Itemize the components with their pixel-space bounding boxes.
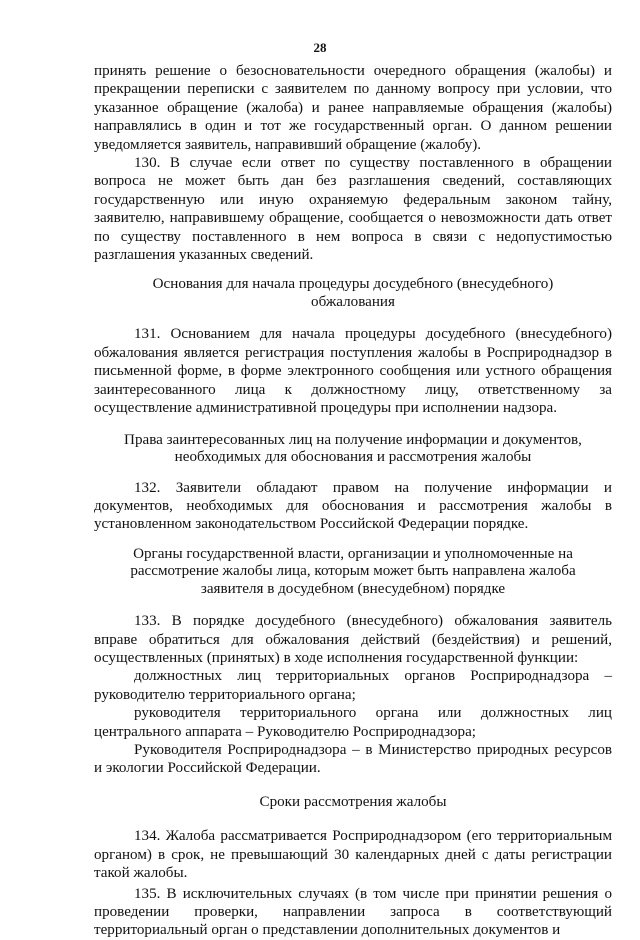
paragraph-intro: принять решение о безосновательности очередного обращения (жалобы) и прекращении переписки с заявителем по данному вопросу при условии, что указанное обращение (жалоба) и ранее направляемые обращения (жалобы) направлялись в один и тот же государственный орган. О данном решении уведомляется заявитель, направивший обращение (жалобу). xyxy=(94,63,612,153)
heading-line: Основания для начала процедуры досудебного (внесудебного) xyxy=(152,276,554,293)
paragraph-133: 133. В порядке досудебного (внесудебного) обжалования заявитель вправе обратиться для обжалования действий (бездействия) и решений, осуществленных (принятых) в ходе исполнения государственной функции: xyxy=(94,613,612,667)
heading-line: рассмотрение жалобы лица, которым может быть направлена жалоба xyxy=(130,563,576,580)
heading-line: Сроки рассмотрения жалобы xyxy=(259,793,447,810)
paragraph-132: 132. Заявители обладают правом на получение информации и документов, необходимых для обоснования и рассмотрения жалобы в установленном законодательством Российской Федерации порядке. xyxy=(94,479,612,533)
section-heading-appeal-grounds xyxy=(94,276,612,311)
section-heading-deadlines xyxy=(94,794,612,812)
paragraph-135: 135. В исключительных случаях (в том числе при принятии решения о проведении проверки, направлении запроса в соответствующий территориальный орган о представлении дополнительных документов и xyxy=(94,885,612,939)
heading-line: необходимых для обоснования и рассмотрения жалобы xyxy=(174,449,532,465)
section-heading-rights xyxy=(94,432,612,467)
paragraph-133-item-1: должностных лиц территориальных органов Росприроднадзора – руководителю территориального органа; xyxy=(94,668,612,703)
paragraph-133-item-2: руководителя территориального органа или должностных лиц центрального аппарата – Руководителю Росприроднадзора; xyxy=(94,705,612,740)
paragraph-133-item-3: Руководителя Росприроднадзора – в Министерство природных ресурсов и экологии Российской Федерации. xyxy=(94,742,612,777)
heading-line: обжалования xyxy=(311,293,395,310)
section-heading-authorities xyxy=(94,546,612,599)
heading-line: заявителя в досудебном (внесудебном) порядке xyxy=(200,580,506,597)
paragraph-131: 131. Основанием для начала процедуры досудебного (внесудебного) обжалования является регистрация поступления жалобы в Росприроднадзор в письменной форме, в форме электронного сообщения или устного обращения заинтересованного лица к должностному лицу, ответственному за осуществление административной процедуры при исполнении надзора. xyxy=(94,326,612,417)
heading-line: Органы государственной власти, организации и уполномоченные на xyxy=(133,545,573,562)
heading-line: Права заинтересованных лиц на получение информации и документов, xyxy=(124,431,582,448)
paragraph-134: 134. Жалоба рассматривается Росприроднадзором (его территориальным органом) в срок, не превышающий 30 календарных дней с даты регистрации такой жалобы. xyxy=(94,828,612,882)
document-body xyxy=(94,62,612,940)
page-number: 28 xyxy=(313,40,327,55)
paragraph-130: 130. В случае если ответ по существу поставленного в обращении вопроса не может быть дан без разглашения сведений, составляющих государственную или иную охраняемую федеральным законом тайну, заявителю, направившему обращение, сообщается о невозможности дать ответ по существу поставленного в нем вопроса в связи с недопустимостью разглашения указанных сведений. xyxy=(94,155,612,264)
